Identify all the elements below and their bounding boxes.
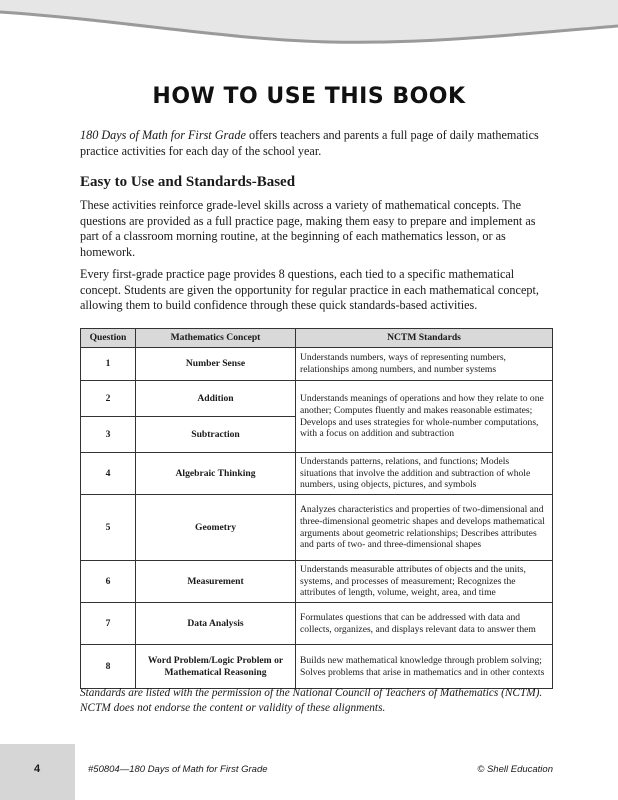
- question-number: 2: [81, 381, 136, 417]
- nctm-standard: Analyzes characteristics and properties of two-dimensional and three-dimensional geometric shapes and develops mathematical arguments about geometric relationships; Describes attributes and parts of two- and three-dimensional shapes: [296, 495, 553, 561]
- intro-paragraph: [80, 128, 550, 159]
- table-row: [81, 561, 553, 603]
- question-number: 7: [81, 603, 136, 645]
- nctm-standard: Formulates questions that can be addressed with data and collects, organizes, and displays relevant data to answer them: [296, 603, 553, 645]
- nctm-standard: Builds new mathematical knowledge through problem solving; Solves problems that arise in mathematics and in other contexts: [296, 645, 553, 689]
- header-standards: NCTM Standards: [296, 329, 553, 348]
- question-number: 1: [81, 348, 136, 381]
- table-header-row: [81, 329, 553, 348]
- table-row: [81, 381, 553, 417]
- header-question: Question: [81, 329, 136, 348]
- body-paragraph-2: Every first-grade practice page provides 8 questions, each tied to a specific mathematical concept. Students are given the opportunity for regular practice in each mathematical concept, allowing them to build confidence through these quick standards-based activities.: [80, 267, 539, 312]
- concept-name: Geometry: [136, 495, 296, 561]
- nctm-standard: Understands measurable attributes of objects and the units, systems, and processes of measurement; Recognizes the attributes of length, volume, weight, area, and time: [296, 561, 553, 603]
- header-band-decoration: [0, 0, 618, 50]
- concept-name: Number Sense: [136, 348, 296, 381]
- question-number: 4: [81, 453, 136, 495]
- nctm-standard: Understands numbers, ways of representing numbers, relationships among numbers, and number systems: [296, 348, 553, 381]
- concept-name: Data Analysis: [136, 603, 296, 645]
- intro-text: offers teachers and parents a full page of daily mathematics practice activities for each day of the school year.: [80, 128, 539, 158]
- table-row: [81, 348, 553, 381]
- table-row: [81, 495, 553, 561]
- header-concept: Mathematics Concept: [136, 329, 296, 348]
- question-number: 6: [81, 561, 136, 603]
- nctm-standard: Understands patterns, relations, and functions; Models situations that involve the addition and subtraction of whole numbers, using objects, pictures, and symbols: [296, 453, 553, 495]
- table-row: [81, 603, 553, 645]
- concept-name: Algebraic Thinking: [136, 453, 296, 495]
- table-row: [81, 645, 553, 689]
- page-title: HOW TO USE THIS BOOK: [152, 84, 466, 109]
- table-row: [81, 453, 553, 495]
- permission-note: Standards are listed with the permission of the National Council of Teachers of Mathematics (NCTM). NCTM does not endorse the content or validity of these alignments.: [80, 687, 543, 714]
- concept-name: Word Problem/Logic Problem or Mathematical Reasoning: [136, 645, 296, 689]
- nctm-standard: Understands meanings of operations and how they relate to one another; Computes fluently and makes reasonable estimates; Develops and uses strategies for whole-number computations, with a focus on addition and subtraction: [296, 381, 553, 453]
- question-number: 3: [81, 417, 136, 453]
- body-paragraph-1: These activities reinforce grade-level skills across a variety of mathematical concepts. The questions are provided as a full practice page, making them easy to prepare and implement as part of a classroom morning routine, at the beginning of each mathematics lesson, or as homework.: [80, 198, 536, 259]
- page-number: 4: [34, 763, 41, 775]
- question-number: 8: [81, 645, 136, 689]
- book-title: 180 Days of Math for First Grade: [80, 128, 246, 142]
- concept-name: Measurement: [136, 561, 296, 603]
- concept-name: Subtraction: [136, 417, 296, 453]
- footer-product: #50804—180 Days of Math for First Grade: [88, 764, 268, 775]
- question-number: 5: [81, 495, 136, 561]
- section-heading: Easy to Use and Standards-Based: [80, 174, 296, 190]
- concept-name: Addition: [136, 381, 296, 417]
- footer-publisher: © Shell Education: [477, 764, 553, 775]
- standards-table: [80, 328, 553, 689]
